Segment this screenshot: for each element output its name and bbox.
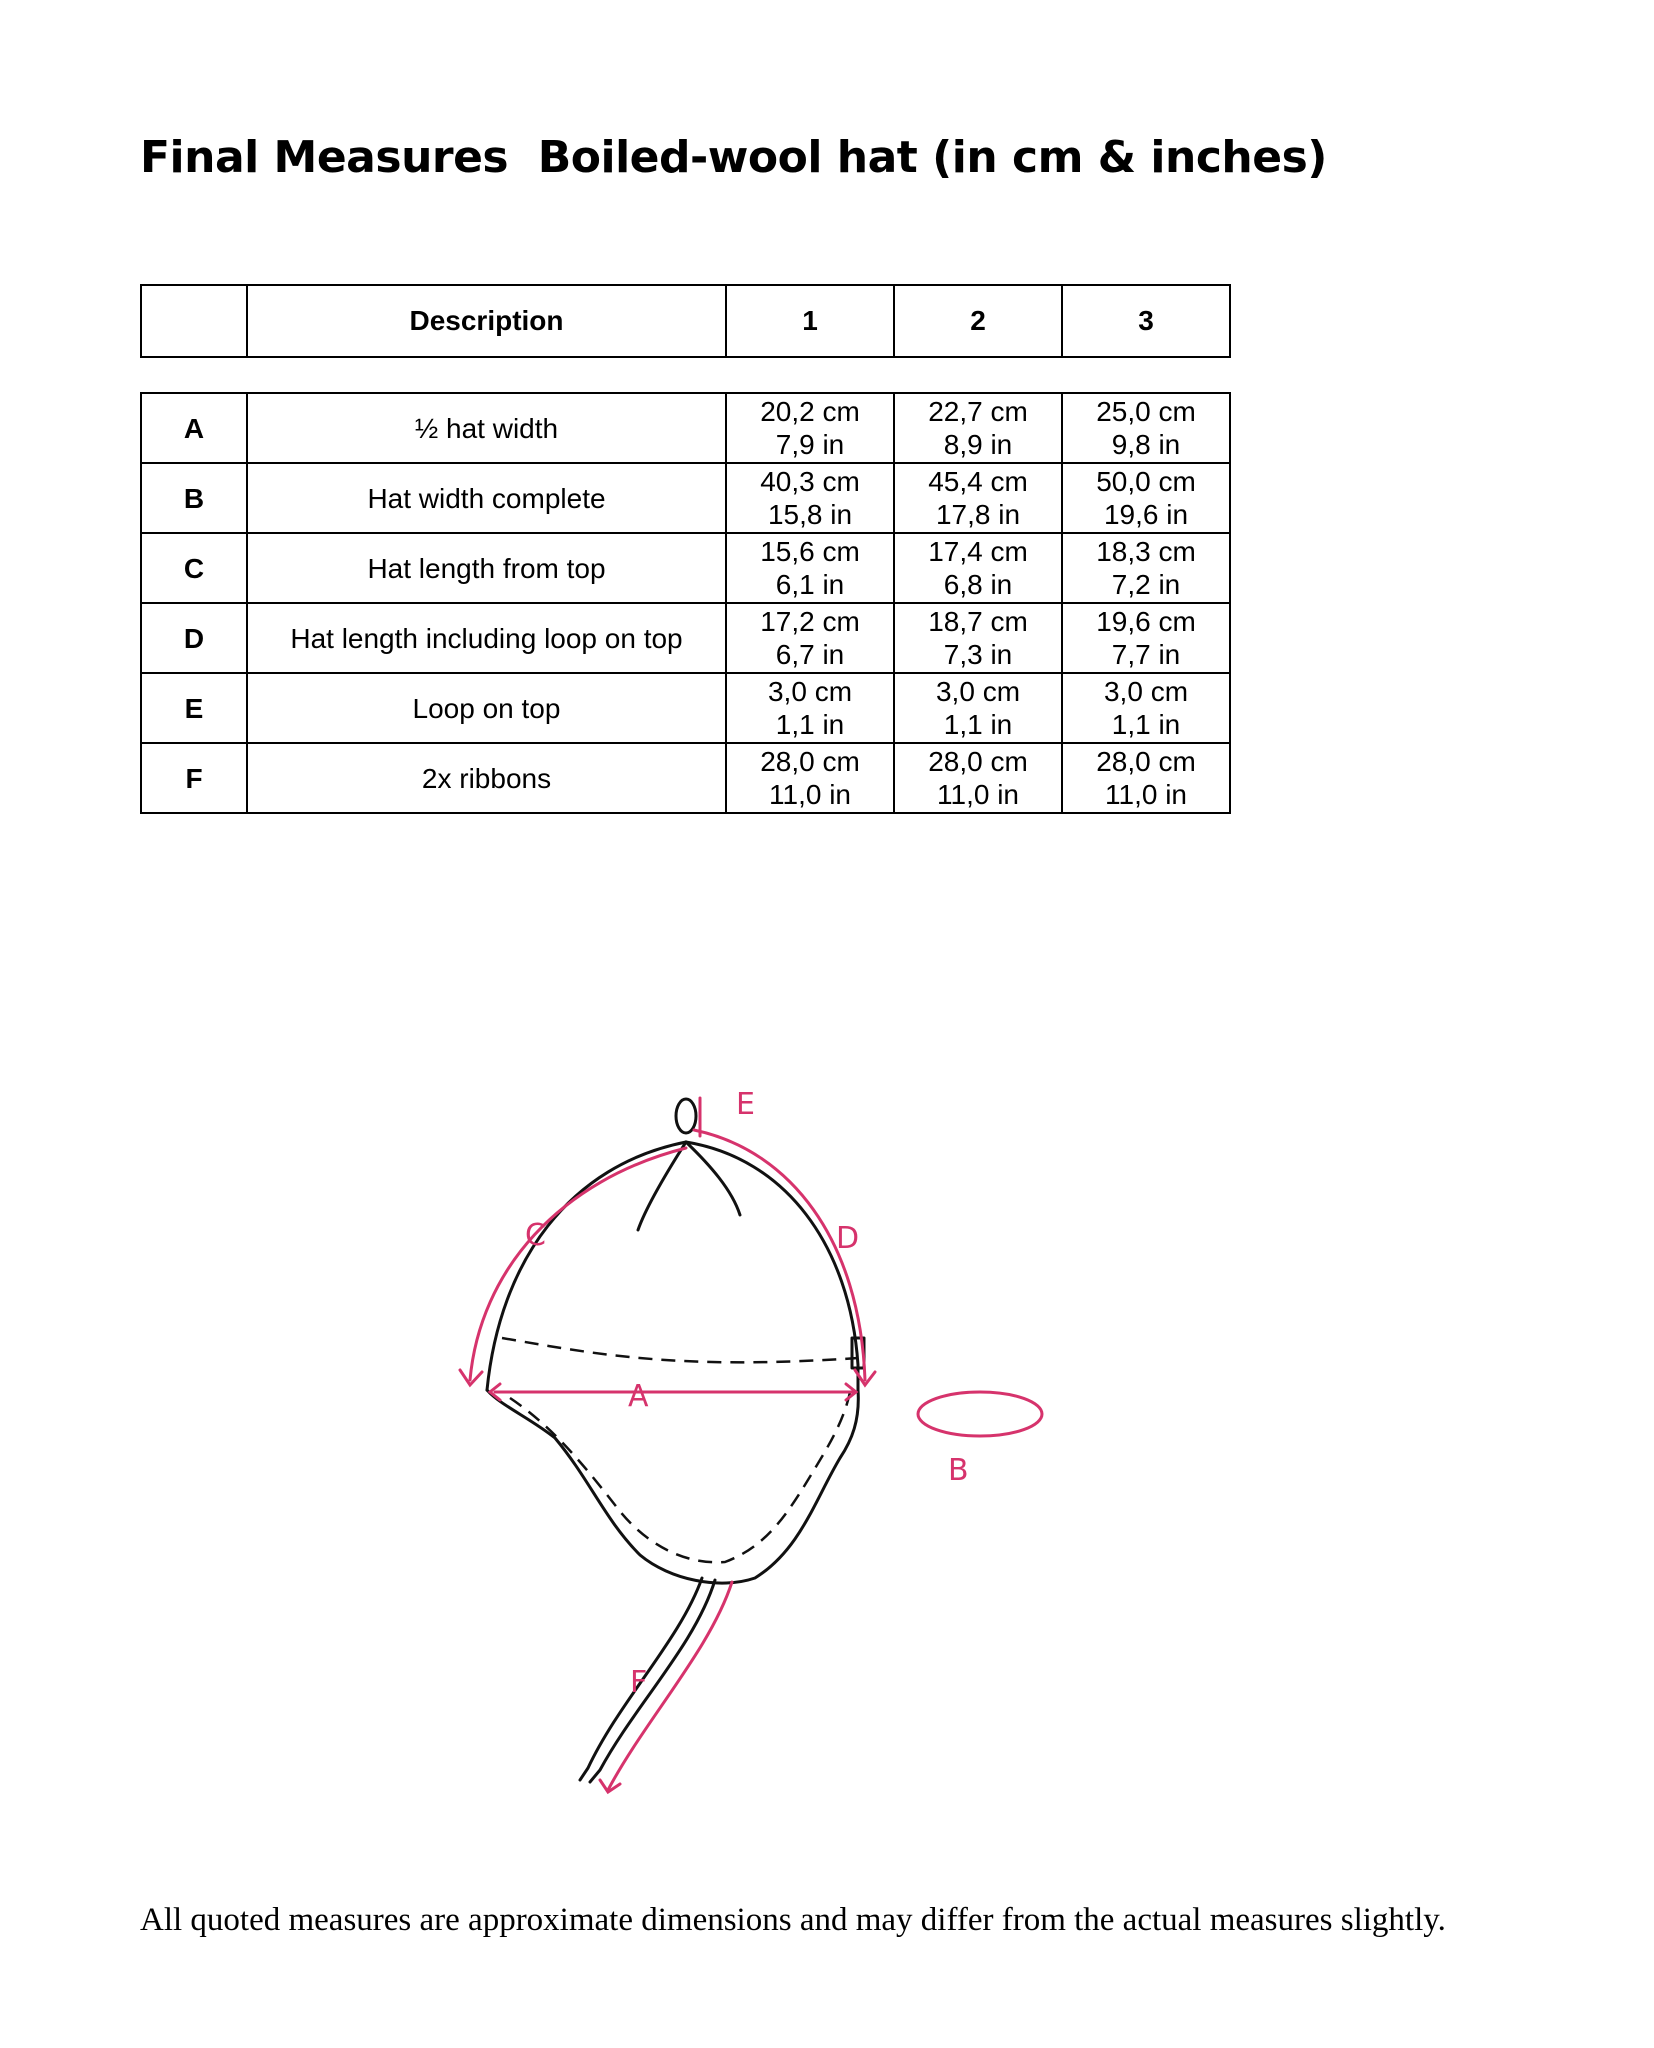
table-row (141, 393, 1230, 463)
size-2-cell (894, 463, 1062, 533)
ribbon (590, 1580, 715, 1782)
cm-value: 18,3 cm (1096, 536, 1196, 567)
page-title: Final Measures Boiled-wool hat (in cm & inches) (140, 132, 1327, 183)
measures-header-table (140, 284, 1231, 358)
label-a: A (628, 1379, 649, 1414)
size-2-cell (894, 533, 1062, 603)
inch-value: 8,9 in (943, 429, 1013, 460)
inch-value: 7,9 in (775, 429, 845, 460)
band-seam (502, 1338, 858, 1362)
row-description: Loop on top (247, 673, 726, 743)
row-letter: E (141, 673, 247, 743)
inch-value: 17,8 in (935, 499, 1021, 530)
cm-value: 3,0 cm (767, 676, 853, 707)
dashed-seams (502, 1338, 858, 1562)
size-3-cell (1062, 673, 1230, 743)
size-3-cell (1062, 533, 1230, 603)
row-description: Hat width complete (247, 463, 726, 533)
measure-c-line (470, 1148, 686, 1380)
row-letter: D (141, 603, 247, 673)
inch-value: 6,8 in (943, 569, 1013, 600)
inch-value: 7,7 in (1111, 639, 1181, 670)
header-size-1: 1 (726, 285, 894, 357)
inch-value: 1,1 in (775, 709, 845, 740)
size-3-cell (1062, 603, 1230, 673)
row-letter: F (141, 743, 247, 813)
size-3-cell (1062, 463, 1230, 533)
header-size-3: 3 (1062, 285, 1230, 357)
cm-value: 50,0 cm (1096, 466, 1196, 497)
inch-value: 1,1 in (1111, 709, 1181, 740)
hat-crown (487, 1142, 858, 1390)
measure-f-line (608, 1582, 732, 1790)
size-3-cell (1062, 393, 1230, 463)
label-c: C (525, 1218, 546, 1253)
size-1-cell (726, 743, 894, 813)
cm-value: 17,2 cm (760, 606, 860, 637)
table-row (141, 673, 1230, 743)
inch-value: 7,3 in (943, 639, 1013, 670)
row-description: ½ hat width (247, 393, 726, 463)
cm-value: 15,6 cm (760, 536, 860, 567)
row-description: 2x ribbons (247, 743, 726, 813)
row-letter: A (141, 393, 247, 463)
cm-value: 28,0 cm (928, 746, 1028, 777)
hat-brim (487, 1390, 858, 1583)
cm-value: 17,4 cm (928, 536, 1028, 567)
cm-value: 19,6 cm (1096, 606, 1196, 637)
size-1-cell (726, 393, 894, 463)
top-knot (686, 1142, 740, 1215)
header-description: Description (247, 285, 726, 357)
inch-value: 6,7 in (775, 639, 845, 670)
cm-value: 3,0 cm (935, 676, 1021, 707)
label-d: D (836, 1221, 860, 1256)
disclaimer-text: All quoted measures are approximate dimensions and may differ from the actual measures slightly. (140, 1902, 1446, 1938)
measure-b-ring (918, 1392, 1042, 1436)
header-letter-cell (141, 285, 247, 357)
cm-value: 3,0 cm (1103, 676, 1189, 707)
row-description: Hat length including loop on top (247, 603, 726, 673)
row-description: Hat length from top (247, 533, 726, 603)
inch-value: 7,2 in (1111, 569, 1181, 600)
table-row (141, 463, 1230, 533)
inch-value: 9,8 in (1111, 429, 1181, 460)
size-1-cell (726, 603, 894, 673)
label-b: B (948, 1453, 969, 1488)
inch-value: 19,6 in (1103, 499, 1189, 530)
cm-value: 45,4 cm (928, 466, 1028, 497)
hat-diagram (440, 1080, 1060, 1800)
row-letter: B (141, 463, 247, 533)
label-f: F (630, 1665, 648, 1700)
cm-value: 22,7 cm (928, 396, 1028, 427)
inch-value: 11,0 in (769, 779, 851, 810)
cm-value: 20,2 cm (760, 396, 860, 427)
size-2-cell (894, 603, 1062, 673)
measures-table (140, 392, 1231, 814)
size-2-cell (894, 743, 1062, 813)
table-row (141, 603, 1230, 673)
cm-value: 18,7 cm (928, 606, 1028, 637)
table-row (141, 743, 1230, 813)
size-1-cell (726, 533, 894, 603)
inch-value: 11,0 in (1105, 779, 1187, 810)
size-2-cell (894, 393, 1062, 463)
size-2-cell (894, 673, 1062, 743)
brim-seam (510, 1392, 850, 1562)
size-1-cell (726, 463, 894, 533)
cm-value: 28,0 cm (760, 746, 860, 777)
cm-value: 28,0 cm (1096, 746, 1196, 777)
inch-value: 1,1 in (943, 709, 1013, 740)
header-row (141, 285, 1230, 357)
size-3-cell (1062, 743, 1230, 813)
inch-value: 15,8 in (767, 499, 853, 530)
top-loop (676, 1099, 696, 1133)
cm-value: 40,3 cm (760, 466, 860, 497)
size-1-cell (726, 673, 894, 743)
row-letter: C (141, 533, 247, 603)
cm-value: 25,0 cm (1096, 396, 1196, 427)
label-e: E (736, 1087, 755, 1122)
measure-lines (460, 1098, 1042, 1792)
inch-value: 11,0 in (937, 779, 1019, 810)
header-size-2: 2 (894, 285, 1062, 357)
inch-value: 6,1 in (775, 569, 845, 600)
table-row (141, 533, 1230, 603)
